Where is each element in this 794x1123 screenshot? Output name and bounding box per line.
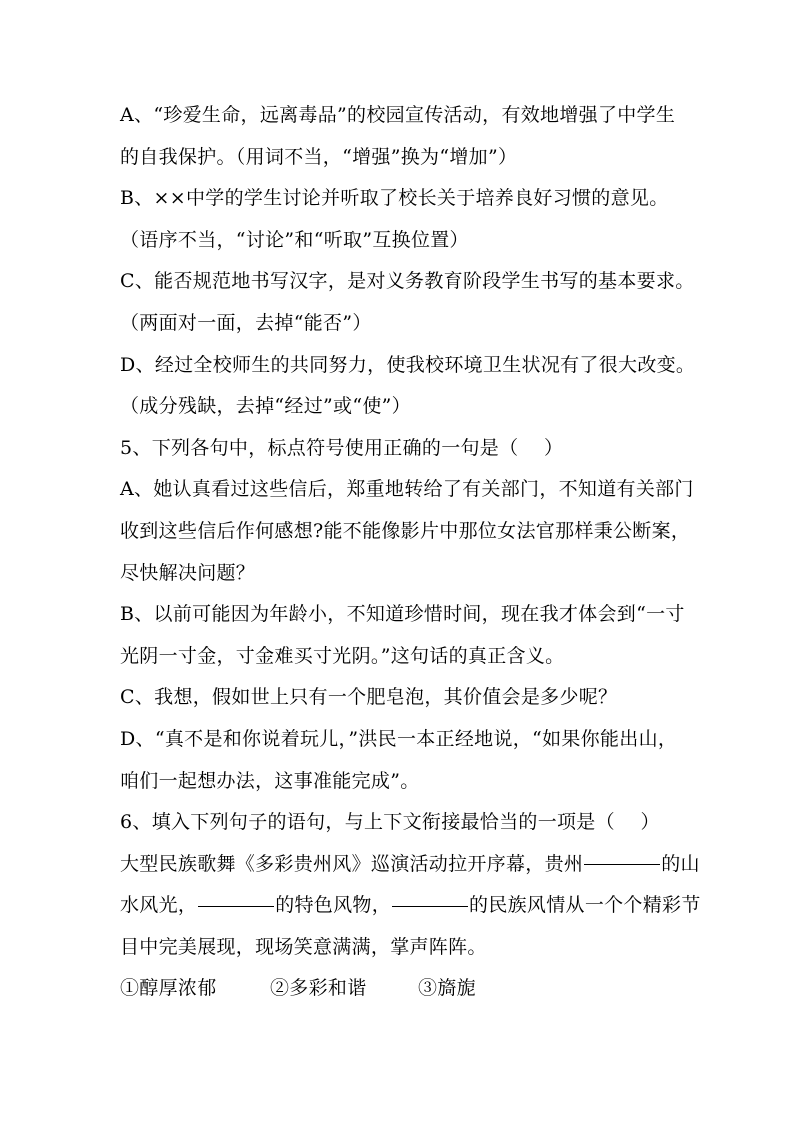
text-segment: 的山 — [661, 852, 700, 875]
text-line: B、以前可能因为年龄小，不知道珍惜时间，现在我才体会到“一寸 — [120, 603, 685, 626]
answer-blank — [584, 863, 660, 865]
text-line: A、她认真看过这些信后，郑重地转给了有关部门，不知道有关部门 — [120, 478, 694, 501]
text-line: （语序不当，“讨论”和“听取”互换位置） — [120, 228, 469, 251]
text-line: （两面对一面，去掉“能否”） — [120, 311, 372, 334]
text-line: 光阴一寸金，寸金难买寸光阴。”这句话的真正含义。 — [120, 644, 565, 667]
text-line: 尽快解决问题？ — [120, 561, 256, 584]
text-line: C、我想，假如世上只有一个肥皂泡，其价值会是多少呢？ — [120, 686, 618, 709]
text-line: B、××中学的学生讨论并听取了校长关于培养良好习惯的意见。 — [120, 187, 669, 210]
text-line: C、能否规范地书写汉字，是对义务教育阶段学生书写的基本要求。 — [120, 270, 695, 293]
text-segment: 的民族风情从一个个精彩节 — [469, 894, 701, 917]
text-line: D、经过全校师生的共同努力，使我校环境卫生状况有了很大改变。 — [120, 353, 696, 376]
answer-blank — [198, 905, 274, 907]
text-segment: 水风光， — [120, 894, 198, 917]
question-6-stem: 6、填入下列句子的语句，与上下文衔接最恰当的一项是（ ） — [120, 811, 660, 834]
text-line: D、“真不是和你说着玩儿，”洪民一本正经地说，“如果你能出山， — [120, 727, 678, 750]
text-line: 收到这些信后作何感想?能不能像影片中那位女法官那样秉公断案， — [120, 519, 691, 542]
text-line: 目中完美展现，现场笑意满满，掌声阵阵。 — [120, 935, 487, 958]
text-line: （成分残缺，去掉“经过”或“使”） — [120, 395, 411, 418]
option-item: ①醇厚浓郁 — [120, 977, 217, 1000]
option-item: ③旖旎 — [418, 977, 476, 1000]
answer-blank — [392, 905, 468, 907]
text-line: 咱们一起想办法，这事准能完成”。 — [120, 769, 420, 792]
option-item: ②多彩和谐 — [270, 977, 367, 1000]
text-segment: 大型民族歌舞《多彩贵州风》巡演活动拉开序幕，贵州 — [120, 852, 584, 875]
fill-in-line — [120, 844, 700, 886]
text-segment: 的特色风物， — [275, 894, 392, 917]
question-text — [120, 95, 701, 1010]
text-line: 的自我保护。（用词不当，“增强”换为“增加”） — [120, 145, 518, 168]
text-line: A、“珍爱生命，远离毒品”的校园宣传活动，有效地增强了中学生 — [120, 104, 676, 126]
option-list — [120, 968, 680, 1010]
fill-in-line — [120, 885, 701, 927]
question-5-stem: 5、下列各句中，标点符号使用正确的一句是（ ） — [120, 436, 564, 459]
